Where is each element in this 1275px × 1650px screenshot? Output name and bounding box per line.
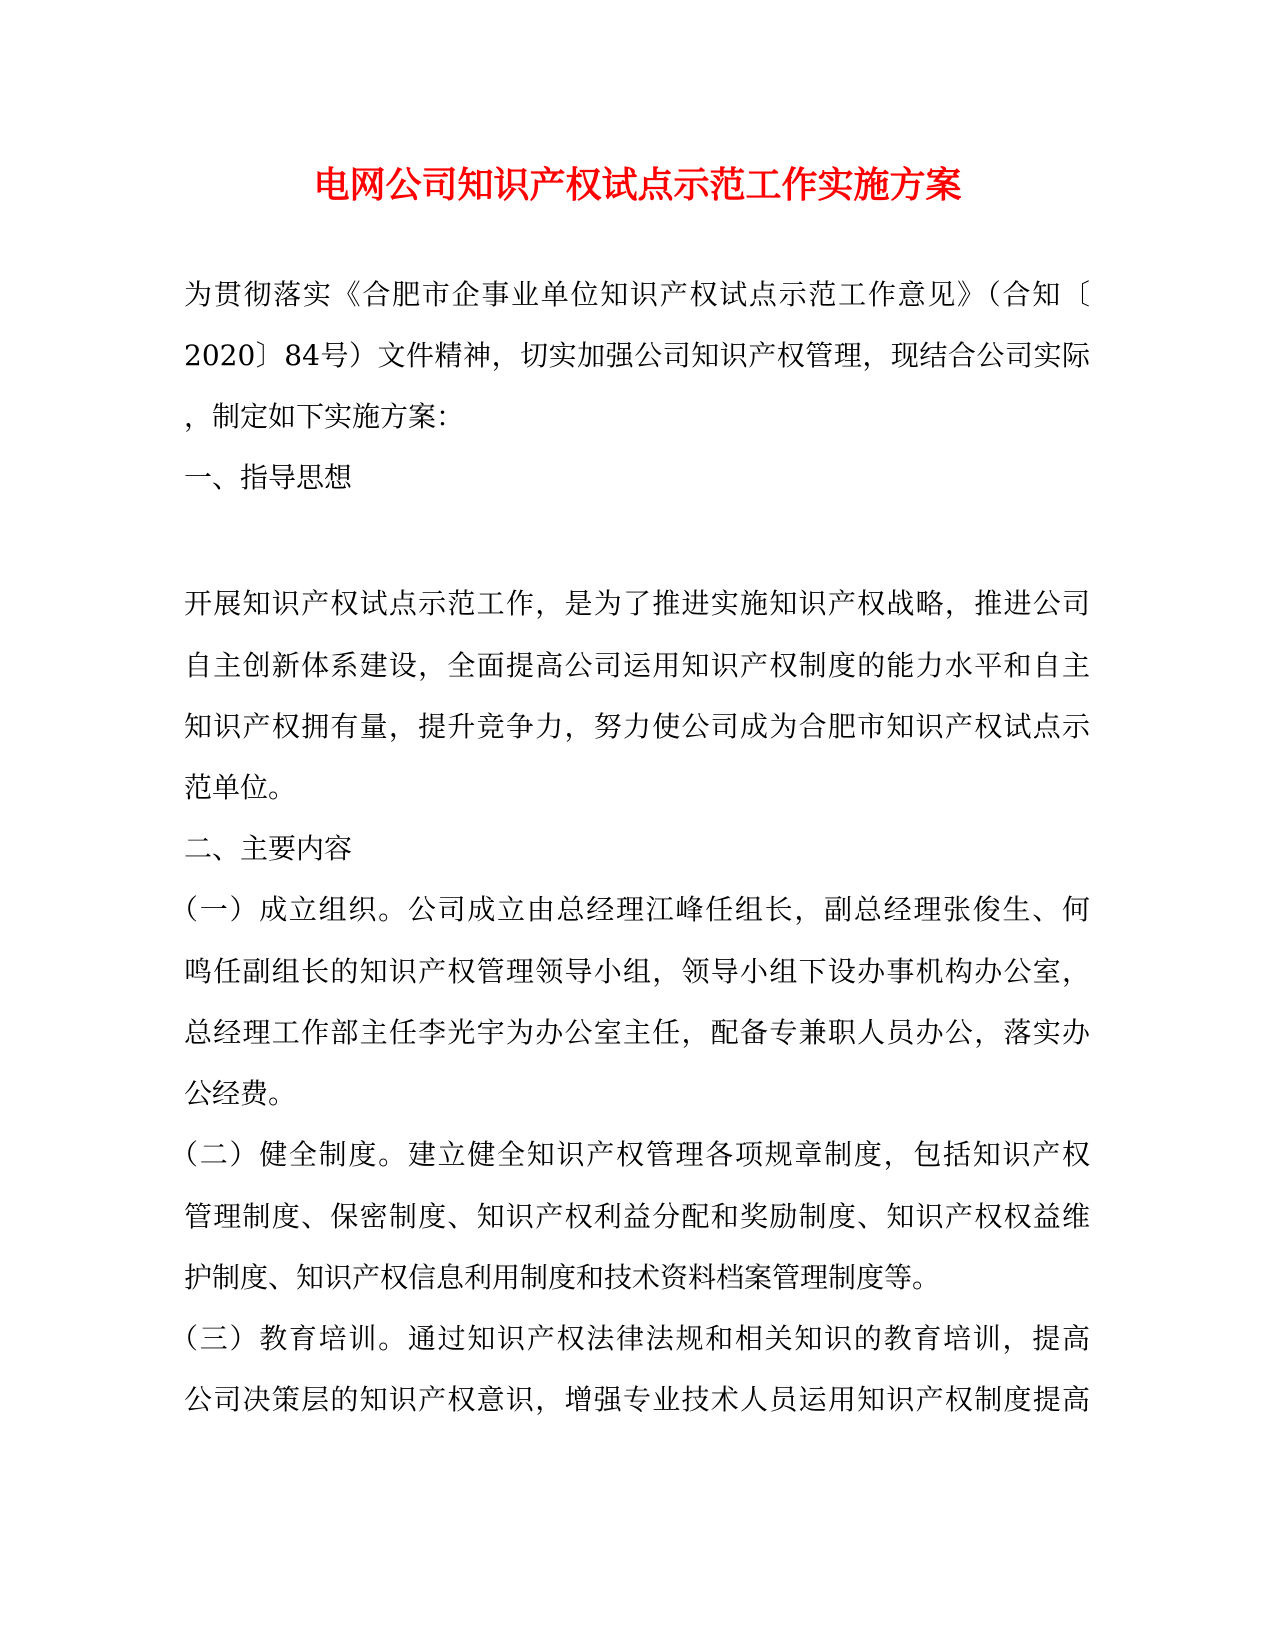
section1-line-1: 开展知识产权试点示范工作，是为了推进实施知识产权战略，推进公司 [184,587,1090,620]
intro-line-2: 2020〕84号）文件精神，切实加强公司知识产权管理，现结合公司实际 [184,339,1090,372]
item2-line-2: 管理制度、保密制度、知识产权利益分配和奖励制度、知识产权权益维 [184,1200,1090,1233]
item1-line-2: 鸣任副组长的知识产权管理领导小组，领导小组下设办事机构办公室， [184,955,1090,988]
section1-line-2: 自主创新体系建设，全面提高公司运用知识产权制度的能力水平和自主 [184,649,1090,682]
item1-line-1: （一）成立组织。公司成立由总经理江峰任组长，副总经理张俊生、何 [170,893,1090,926]
intro-line-1: 为贯彻落实《合肥市企事业单位知识产权试点示范工作意见》（合知〔 [184,278,1090,311]
item1-line-3: 总经理工作部主任李光宇为办公室主任，配备专兼职人员办公，落实办 [184,1016,1090,1049]
item3-line-1: （三）教育培训。通过知识产权法律法规和相关知识的教育培训，提高 [170,1322,1090,1355]
item1-line-4: 公经费。 [184,1077,297,1110]
section1-line-3: 知识产权拥有量，提升竞争力，努力使公司成为合肥市知识产权试点示 [184,710,1090,743]
item3-line-2: 公司决策层的知识产权意识，增强专业技术人员运用知识产权制度提高 [184,1383,1090,1416]
item2-line-3: 护制度、知识产权信息利用制度和技术资料档案管理制度等。 [184,1261,941,1294]
section-heading-guiding-ideology: 一、指导思想 [184,461,353,494]
item2-line-1: （二）健全制度。建立健全知识产权管理各项规章制度，包括知识产权 [170,1138,1090,1171]
intro-line-3: ，制定如下实施方案： [184,400,465,433]
section-heading-main-content: 二、主要内容 [184,832,353,865]
document-title: 电网公司知识产权试点示范工作实施方案 [313,164,962,206]
section1-line-4: 范单位。 [184,771,297,804]
